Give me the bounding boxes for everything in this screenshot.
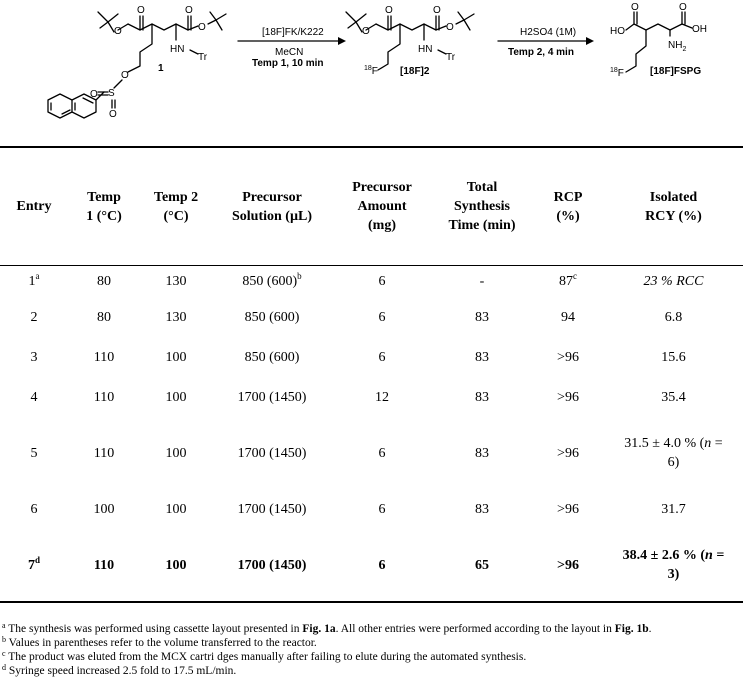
cell-temp2: 100 (165, 389, 187, 405)
table-row (0, 377, 743, 417)
cell-solution: 850 (600) (244, 309, 300, 325)
cell-solution: 1700 (1450) (237, 501, 307, 517)
footnote-a: $^a$ The synthesis was performed using cassette layout presented in Fig. 1a. All other entries were performed according to the layout in Fig. 1b. (2, 621, 652, 635)
cell-temp2: 130 (165, 274, 187, 289)
atom-o: O (137, 5, 145, 16)
cell-rcy: 6.8 (664, 309, 683, 325)
atom-o: O (90, 89, 98, 100)
results-table (0, 146, 743, 603)
cell-solution: 1700 (1450) (237, 389, 307, 405)
atom-f: $^{18}$F (364, 65, 378, 77)
cell-temp2: 130 (165, 309, 187, 325)
cell-rcp: >96 (557, 445, 579, 461)
cell-temp1: 80 (97, 274, 111, 289)
reaction-scheme (0, 0, 743, 140)
cell-entry: 6 (30, 501, 38, 517)
cell-rcp: >96 (557, 389, 579, 405)
header-temp1: Temp 1 (°C) (68, 147, 140, 266)
compound-1-structure (48, 5, 226, 120)
cell-temp2: 100 (140, 529, 212, 602)
product-label: [18F]FSPG (650, 66, 702, 77)
atom-o: O (362, 26, 370, 37)
cell-rcy: 31.7 (661, 501, 686, 517)
header-temp2: Temp 2 (°C) (140, 147, 212, 266)
compound-1-label: 1 (158, 63, 164, 74)
cell-solution: 1700 (1450) (237, 445, 307, 461)
atom-o: O (446, 22, 454, 33)
cell-entry: 4 (30, 389, 38, 405)
cell-temp1: 110 (93, 389, 115, 405)
cell-rcy: 38.4 ± 2.6 % (n = 3) (604, 529, 743, 602)
cell-solution: 850 $(600)^b$ (242, 271, 302, 289)
header-total-synthesis-time: Total Synthesis Time (min) (432, 147, 532, 266)
cell-time: - (479, 274, 485, 289)
header-rcp: RCP (%) (532, 147, 604, 266)
atom-o: O (679, 2, 687, 13)
cell-amount: 6 (332, 529, 432, 602)
atom-o: O (185, 5, 193, 16)
cell-time: 83 (475, 501, 489, 517)
atom-tr: Tr (446, 52, 456, 63)
atom-hn: HN (170, 44, 185, 55)
atom-o: O (121, 70, 129, 81)
atom-ho: HO (610, 26, 625, 37)
atom-o: O (198, 22, 206, 33)
reaction-arrow-1 (238, 27, 346, 69)
atom-tr: Tr (198, 52, 208, 63)
header-isolated-rcy: Isolated RCY (%) (604, 147, 743, 266)
cell-amount: 12 (375, 389, 389, 405)
table-row (0, 266, 743, 298)
cell-time: 83 (475, 349, 489, 365)
atom-oh: OH (692, 24, 707, 35)
cell-rcy: 35.4 (661, 389, 686, 405)
step2-reagent: H2SO4 (1M) (520, 27, 577, 38)
cell-amount: 6 (378, 445, 386, 461)
cell-amount: 6 (378, 501, 386, 517)
footnote-d: $^d$ Syringe speed increased 2.5 fold to 17.5 mL/min. (2, 663, 237, 677)
header-entry: Entry (0, 147, 68, 266)
cell-temp2: 100 (165, 501, 187, 517)
cell-entry: 2 (30, 309, 38, 325)
cell-temp2: 100 (165, 349, 187, 365)
cell-solution: 850 (600) (244, 349, 300, 365)
cell-time: 83 (475, 389, 489, 405)
atom-nh2: $NH_2$ (668, 40, 687, 53)
cell-rcp: 87$^c$ (559, 271, 577, 289)
table-row (0, 337, 743, 377)
compound-2-label: [18F]2 (400, 66, 430, 77)
table-row (0, 529, 743, 602)
cell-entry: 1$^a$ (28, 271, 40, 289)
cell-rcp: 94 (561, 309, 575, 325)
cell-temp1: 80 (97, 309, 111, 325)
cell-time: 83 (475, 309, 489, 325)
cell-amount: 6 (378, 274, 386, 289)
atom-o: O (631, 2, 639, 13)
cell-rcp: >96 (557, 501, 579, 517)
reaction-arrow-2 (498, 27, 594, 58)
cell-rcp: >96 (557, 349, 579, 365)
step1-reagent: [18F]FK/K222 (262, 27, 324, 38)
atom-hn: HN (418, 44, 433, 55)
table-row (0, 489, 743, 529)
cell-entry: 3 (30, 349, 38, 365)
cell-time: 83 (475, 445, 489, 461)
compound-2-structure (346, 5, 474, 77)
cell-amount: 6 (378, 309, 386, 325)
cell-rcy: 31.5 ± 4.0 % (n = 6) (624, 436, 723, 470)
product-structure (610, 2, 707, 79)
step2-conditions: Temp 2, 4 min (508, 47, 574, 58)
cell-time: 65 (432, 529, 532, 602)
atom-s: S (108, 88, 115, 99)
atom-o: O (433, 5, 441, 16)
cell-entry: 5 (30, 445, 38, 461)
atom-o: O (109, 109, 117, 120)
cell-temp1: 110 (68, 529, 140, 602)
table-row (0, 297, 743, 337)
cell-temp1: 100 (93, 501, 115, 517)
atom-f: $^{18}$F (610, 67, 624, 79)
cell-solution: 1700 (1450) (212, 529, 332, 602)
cell-amount: 6 (378, 349, 386, 365)
header-precursor-amount: Precursor Amount (mg) (332, 147, 432, 266)
cell-temp2: 100 (165, 445, 187, 461)
step1-conditions: Temp 1, 10 min (252, 58, 324, 69)
table-footnotes (2, 622, 742, 678)
cell-entry: 7$^d$ (0, 529, 68, 602)
cell-rcy: 23 % RCC (643, 274, 704, 289)
table-row (0, 417, 743, 489)
footnote-b: $^b$ Values in parentheses refer to the volume transferred to the reactor. (2, 635, 317, 649)
atom-o: O (114, 26, 122, 37)
cell-temp1: 110 (93, 349, 115, 365)
cell-rcy: 15.6 (661, 349, 686, 365)
step1-solvent: MeCN (275, 47, 304, 58)
footnote-c: $^c$ The product was eluted from the MCX cartri dges manually after failing to elute during the automated synthesis. (2, 649, 527, 663)
cell-temp1: 110 (93, 445, 115, 461)
cell-rcp: >96 (532, 529, 604, 602)
atom-o: O (385, 5, 393, 16)
header-precursor-solution: Precursor Solution (µL) (212, 147, 332, 266)
